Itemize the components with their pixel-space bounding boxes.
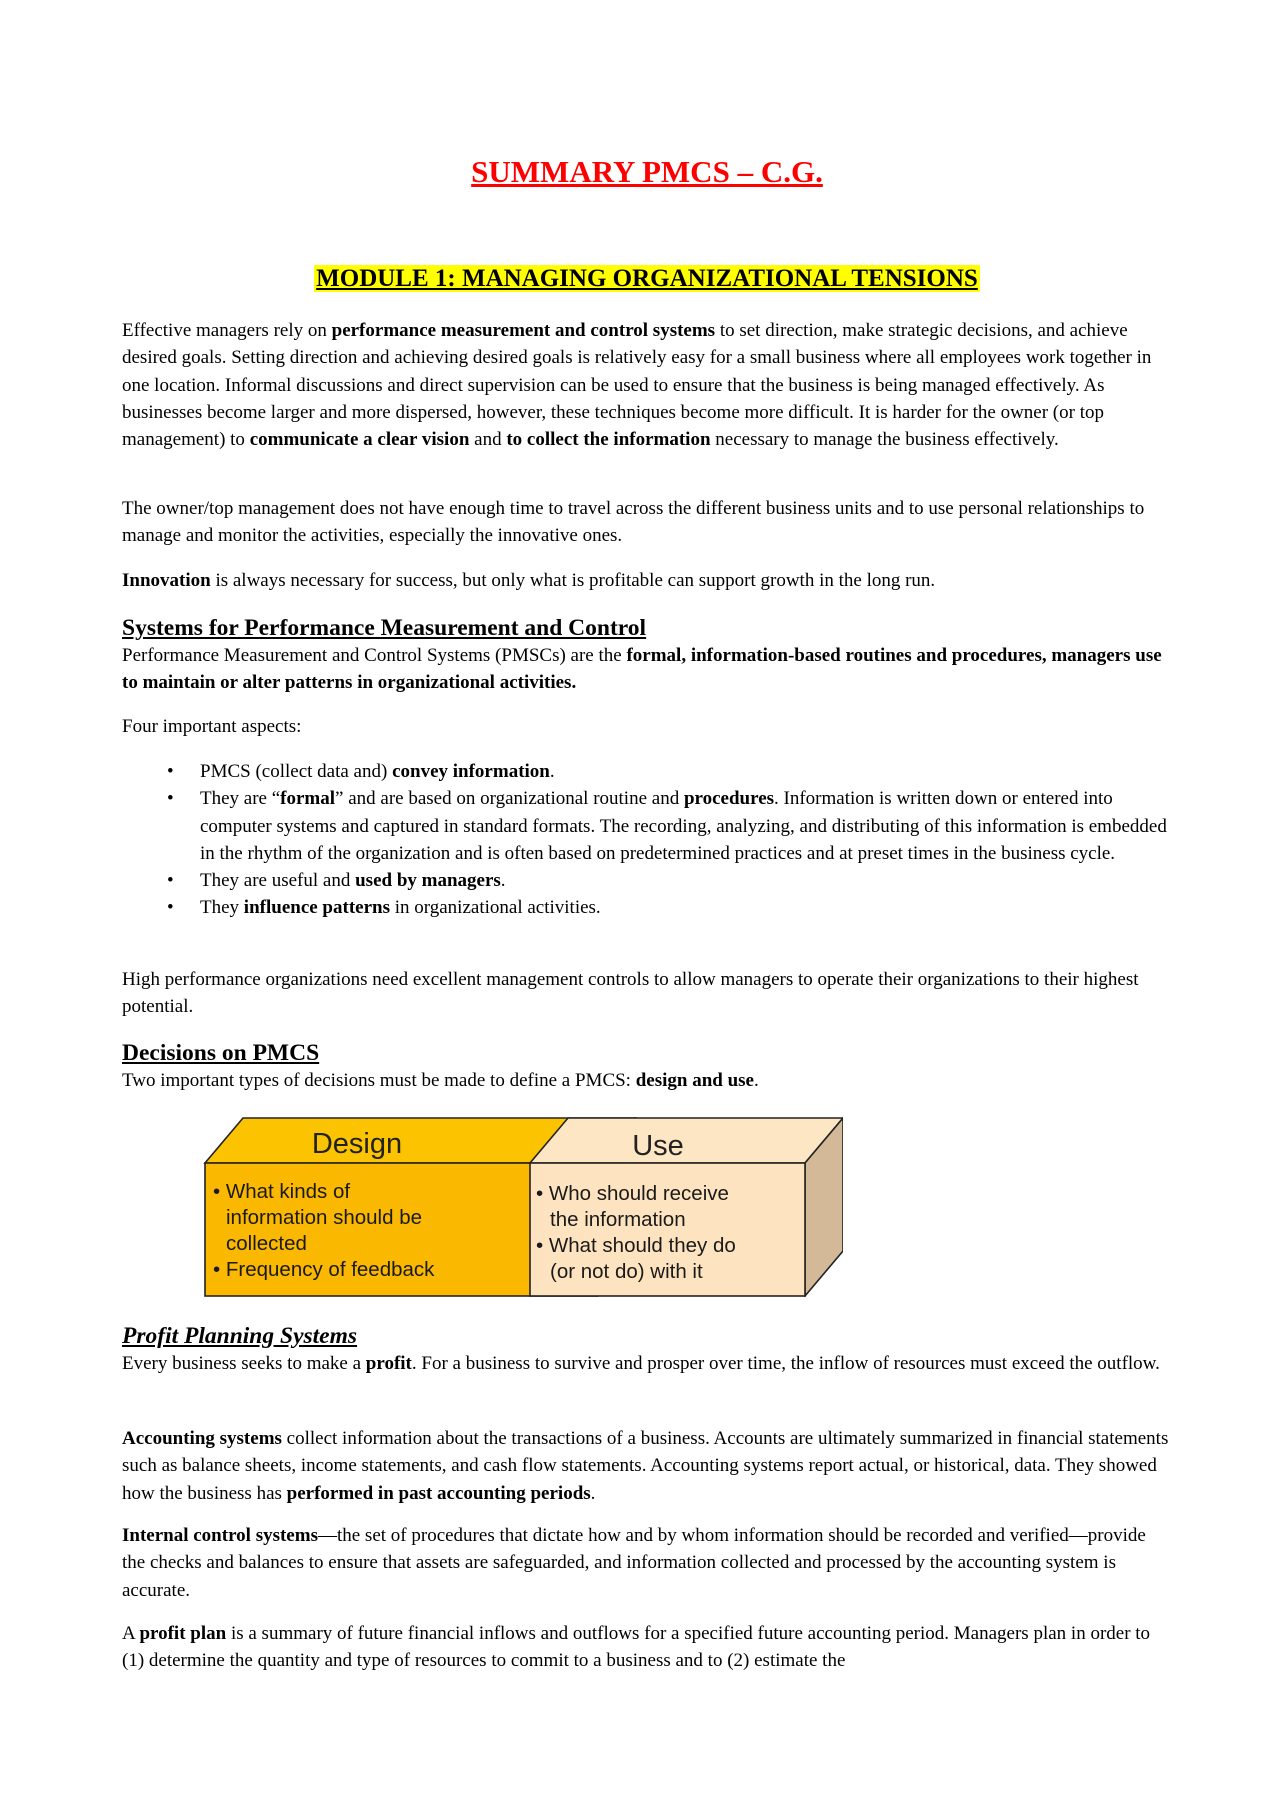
bold-run: convey information (392, 761, 550, 782)
use-box-title: Use (632, 1130, 684, 1162)
bold-run: performance measurement and control systems (331, 320, 716, 341)
bold-run: used by managers (355, 870, 501, 892)
bold-run: communicate a clear vision (249, 429, 470, 451)
aspects-intro: Four important aspects: (122, 716, 302, 737)
bold-run: Accounting systems (122, 1428, 282, 1449)
aspects-list (122, 758, 1172, 922)
design-use-diagram (203, 1117, 843, 1297)
use-box (530, 1118, 843, 1296)
bold-run: influence patterns (243, 897, 390, 919)
design-box-line: information should be (226, 1206, 423, 1229)
use-box-line: the information (550, 1208, 686, 1231)
list-item: • PMCS (collect data and) convey information. (122, 758, 1172, 785)
bold-run: profit (365, 1353, 412, 1374)
systems-definition: Performance Measurement and Control Systems (PMSCs) are the formal, information-based routines and procedures, managers use to maintain or alter patterns in organizational activities. (122, 645, 1162, 694)
use-box-line: • What should they do (536, 1234, 736, 1257)
decisions-paragraph: Two important types of decisions must be made to define a PMCS: design and use. (122, 1070, 759, 1091)
profit-paragraph: Every business seeks to make a profit. For a business to survive and prosper over time, the inflow of resources must exceed the outflow. (122, 1353, 1160, 1374)
section-heading-decisions: Decisions on PMCS (122, 1040, 320, 1066)
design-box-line: • What kinds of (213, 1180, 351, 1203)
bold-run: Internal control systems (122, 1525, 318, 1546)
document-title: SUMMARY PMCS – C.G. (471, 154, 823, 189)
intro-paragraph: Effective managers rely on performance measurement and control systems to set direction, make strategic decisions, and achieve desired goals. Setting direction and achieving desired goals is relatively easy for a small business where all employees work together in one location. Informal discussions and direct supervision can be used to ensure that the business is being managed effectively. As businesses become larger and more dispersed, however, these techniques become more difficult. It is harder for the owner (or top management) to communicate a clear vision and to collect the information necessary to manage the business effectively. (122, 320, 1152, 451)
section-heading-profit: Profit Planning Systems (122, 1323, 358, 1349)
bold-run: to collect the information (506, 429, 711, 451)
bold-run: Innovation (122, 570, 211, 591)
design-box-line: collected (226, 1232, 307, 1255)
bold-run: formal, information-based routines and procedures, managers use to maintain or alter patterns in organizational activities. (122, 645, 1162, 694)
design-box-title: Design (311, 1128, 403, 1160)
bold-run: performed in past accounting periods (286, 1482, 591, 1504)
profit-plan-paragraph: A profit plan is a summary of future financial inflows and outflows for a specified future accounting period. Managers plan in order to (1) determine the quantity and type of resources to commit to a business and to (2) estimate the (122, 1623, 1151, 1672)
section-heading-systems: Systems for Performance Measurement and Control (122, 615, 647, 641)
internal-control-paragraph: Internal control systems—the set of procedures that dictate how and by whom information should be recorded and verified—provide the checks and balances to ensure that assets are safeguarded, and information collected and processed by the accounting system is accurate. (122, 1525, 1146, 1601)
intro-paragraph: The owner/top management does not have enough time to travel across the different business units and to use personal relationships to manage and monitor the activities, especially the innovative ones. (122, 498, 1145, 547)
list-item: • They are useful and used by managers. (122, 867, 1172, 894)
list-item: • They influence patterns in organizational activities. (122, 894, 1172, 921)
intro-paragraph: Innovation is always necessary for success, but only what is profitable can support growth in the long run. (122, 570, 936, 591)
accounting-paragraph: Accounting systems collect information about the transactions of a business. Accounts are ultimately summarized in financial statements such as balance sheets, income statements, and cash flow statements. Accounting systems report actual, or historical, data. They showed how the business has performed in past accounting periods. (122, 1428, 1169, 1504)
bold-run: procedures (683, 788, 775, 810)
use-box-line: • Who should receive (536, 1182, 729, 1205)
design-box-line: • Frequency of feedback (213, 1258, 435, 1281)
bold-run: profit plan (139, 1623, 227, 1644)
module-title: MODULE 1: MANAGING ORGANIZATIONAL TENSIONS (316, 265, 978, 292)
use-box-line: (or not do) with it (550, 1260, 703, 1283)
systems-conclusion: High performance organizations need excellent management controls to allow managers to operate their organizations to their highest potential. (122, 969, 1139, 1018)
bold-run: formal (280, 788, 336, 810)
bold-run: design and use (635, 1070, 754, 1091)
list-item: • They are “formal” and are based on organizational routine and procedures. Information is written down or entered into computer systems and captured in standard formats. The recording, analyzing, and distributing of this information is embedded in the rhythm of the organization and is often based on predetermined practices and at preset times in the business cycle. (122, 785, 1172, 867)
